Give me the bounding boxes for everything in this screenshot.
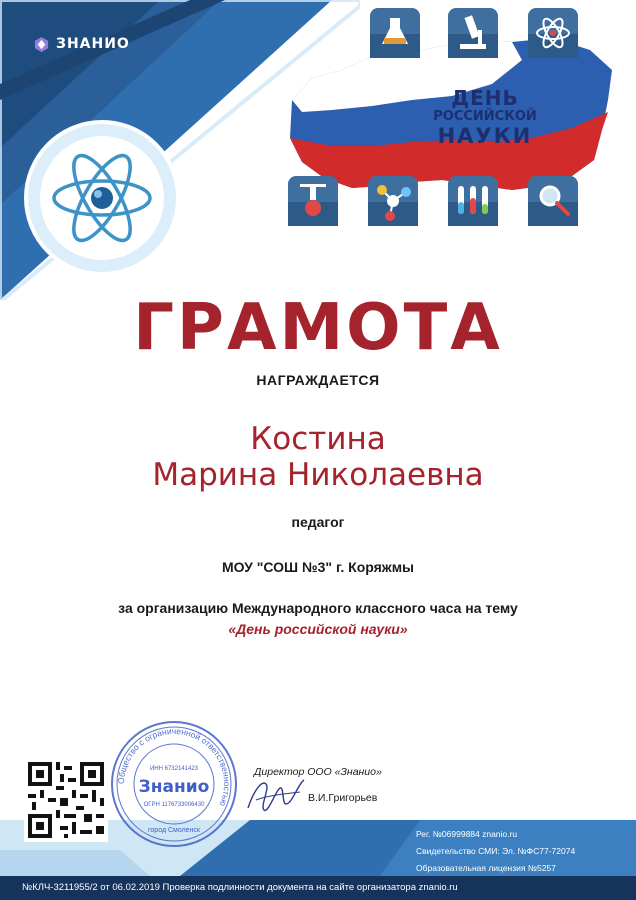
stamp-city: город Смоленск bbox=[148, 827, 200, 834]
award-reason: за организацию Международного классного часа на тему bbox=[118, 600, 518, 616]
stamp-center-text: Знанио bbox=[138, 777, 210, 797]
organization-stamp bbox=[108, 718, 240, 850]
qr-code[interactable] bbox=[24, 758, 108, 842]
banner-line-1: ДЕНЬ bbox=[451, 86, 519, 110]
signatory-title: Директор ООО «Знанио» bbox=[254, 766, 382, 778]
signatory-name: В.И.Григорьев bbox=[308, 792, 378, 804]
stamp-ogrn: ОГРН 1176733006430 bbox=[143, 802, 205, 808]
verification-bar: №КЛЧ-3211955/2 от 06.02.2019 Проверка подлинности документа на сайте организатора znanio.ru bbox=[0, 876, 636, 900]
test-tubes-tile bbox=[448, 176, 498, 226]
certificate-title: ГРАМОТА bbox=[133, 291, 503, 365]
recipient-given-names: Марина Николаевна bbox=[152, 457, 484, 493]
molecule-tile bbox=[368, 176, 418, 226]
awarded-label: НАГРАЖДАЕТСЯ bbox=[256, 372, 380, 388]
microscope-tile bbox=[448, 8, 498, 58]
logo-text: ЗНАНИО bbox=[56, 36, 130, 52]
burner-tile bbox=[288, 176, 338, 226]
recipient-organization: МОУ "СОШ №3" г. Коряжмы bbox=[221, 559, 415, 575]
recipient-role: педагог bbox=[291, 514, 345, 530]
banner-line-3: НАУКИ bbox=[437, 124, 533, 148]
education-license: Образовательная лицензия №5257 bbox=[416, 863, 556, 873]
znanio-logo-mark-icon bbox=[34, 37, 49, 52]
banner-line-2: РОССИЙСКОЙ bbox=[433, 109, 537, 124]
stamp-ring-text: Общество с ограниченной ответственностью bbox=[115, 725, 233, 808]
flask-tile bbox=[370, 8, 420, 58]
recipient-surname: Костина bbox=[250, 421, 386, 457]
registration-info bbox=[416, 826, 575, 877]
znanio-logo bbox=[34, 36, 130, 52]
registration-number: Рег. №06999884 znanio.ru bbox=[416, 829, 518, 839]
stamp-inn: ИНН 6732141423 bbox=[149, 766, 199, 772]
award-topic: «День российской науки» bbox=[228, 621, 408, 637]
science-day-title bbox=[400, 88, 570, 147]
atom-emblem-icon bbox=[22, 118, 182, 278]
magnifier-tile bbox=[528, 176, 578, 226]
media-license: Свидетельство СМИ: Эл. №ФС77-72074 bbox=[416, 846, 576, 856]
atom-tile bbox=[528, 8, 578, 58]
